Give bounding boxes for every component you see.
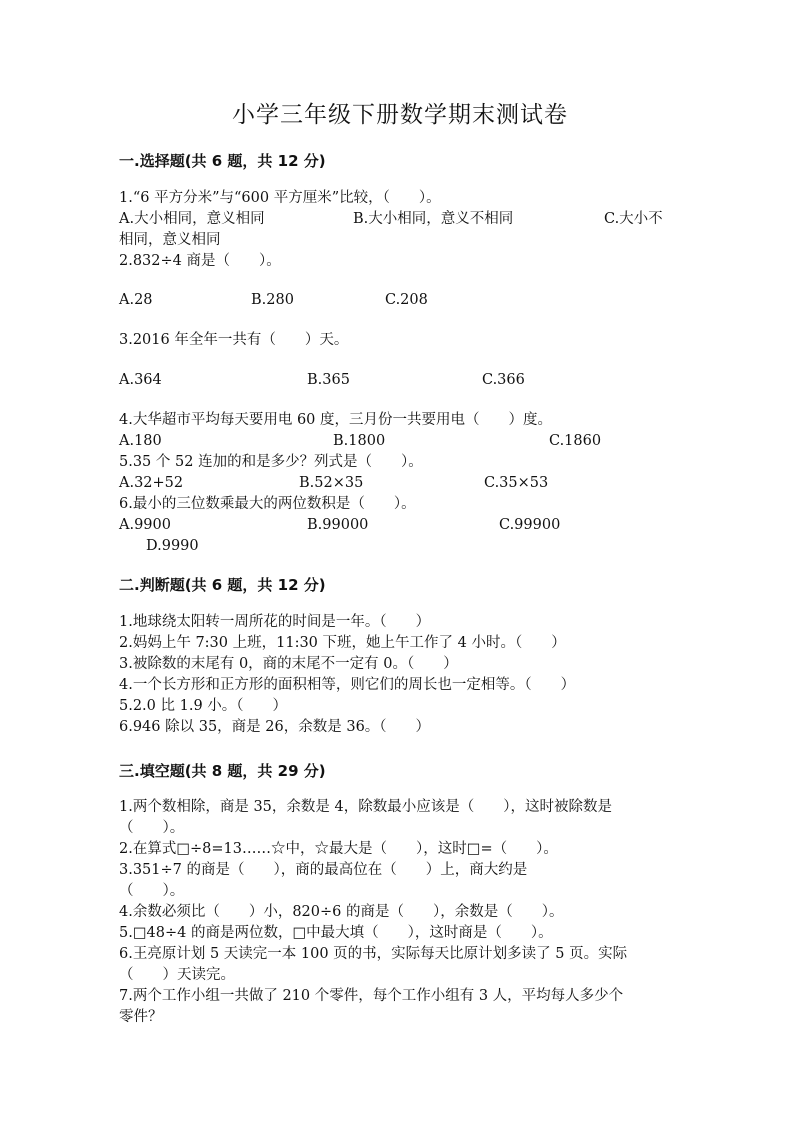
q5-option-b: B.52×35: [299, 475, 364, 491]
judgement-item: 5.2.0 比 1.9 小。（ ）: [119, 698, 288, 714]
judgement-item: 1.地球绕太阳转一周所花的时间是一年。（ ）: [119, 614, 431, 630]
judgement-item: 3.被除数的末尾有 0，商的末尾不一定有 0。（ ）: [119, 656, 458, 672]
fill-in-line: （ ）天读完。: [119, 967, 235, 983]
q5-option-c: C.35×53: [484, 475, 549, 491]
question-6-stem: 6.最小的三位数乘最大的两位数积是（ ）。: [119, 496, 416, 512]
judgement-item: 2.妈妈上午 7:30 上班，11:30 下班，她上午工作了 4 小时。（ ）: [119, 635, 566, 651]
section-heading-judgement: 二.判断题(共 6 题，共 12 分): [119, 576, 326, 594]
q4-option-a: A.180: [119, 433, 162, 449]
page-title: 小学三年级下册数学期末测试卷: [232, 102, 568, 128]
fill-in-line: 4.余数必须比（ ）小，820÷6 的商是（ ），余数是（ ）。: [119, 904, 564, 920]
fill-in-line: 1.两个数相除，商是 35，余数是 4，除数最小应该是（ ），这时被除数是: [119, 799, 612, 815]
judgement-item: 6.946 除以 35，商是 26，余数是 36。（ ）: [119, 719, 431, 735]
q1-option-c: C.大小不: [604, 211, 663, 227]
question-2-stem: 2.832÷4 商是（ ）。: [119, 253, 281, 269]
q3-option-c: C.366: [482, 372, 525, 388]
q6-option-c: C.99900: [499, 517, 561, 533]
fill-in-line: 5.□48÷4 的商是两位数，□中最大填（ ），这时商是（ ）。: [119, 925, 553, 941]
fill-in-line: （ ）。: [119, 883, 185, 899]
q1-option-a: A.大小相同，意义相同: [119, 211, 265, 227]
q2-option-b: B.280: [251, 292, 294, 308]
q6-option-b: B.99000: [307, 517, 369, 533]
fill-in-line: 6.王亮原计划 5 天读完一本 100 页的书，实际每天比原计划多读了 5 页。实际: [119, 946, 628, 962]
q2-option-c: C.208: [385, 292, 428, 308]
q3-option-a: A.364: [119, 372, 162, 388]
q5-option-a: A.32+52: [119, 475, 184, 491]
question-4-stem: 4.大华超市平均每天要用电 60 度，三月份一共要用电（ ）度。: [119, 412, 553, 428]
fill-in-line: 7.两个工作小组一共做了 210 个零件，每个工作小组有 3 人，平均每人多少个: [119, 988, 624, 1004]
q4-option-b: B.1800: [333, 433, 386, 449]
judgement-item: 4.一个长方形和正方形的面积相等，则它们的周长也一定相等。（ ）: [119, 677, 576, 693]
question-1-stem: 1.“6 平方分米”与“600 平方厘米”比较，（ ）。: [119, 190, 441, 206]
q3-option-b: B.365: [307, 372, 350, 388]
question-3-stem: 3.2016 年全年一共有（ ）天。: [119, 332, 349, 348]
fill-in-line: （ ）。: [119, 820, 185, 836]
fill-in-line: 2.在算式□÷8=13……☆中，☆最大是（ ），这时□=（ ）。: [119, 841, 558, 857]
q4-option-c: C.1860: [549, 433, 602, 449]
question-5-stem: 5.35 个 52 连加的和是多少？列式是（ ）。: [119, 454, 423, 470]
q2-option-a: A.28: [119, 292, 153, 308]
fill-in-line: 零件？: [119, 1009, 163, 1025]
section-heading-choice: 一.选择题(共 6 题，共 12 分): [119, 152, 326, 170]
q1-option-c-continued: 相同，意义相同: [119, 232, 221, 248]
fill-in-line: 3.351÷7 的商是（ ），商的最高位在（ ）上，商大约是: [119, 862, 528, 878]
q1-option-b: B.大小相同，意义不相同: [353, 211, 514, 227]
q6-option-a: A.9900: [119, 517, 171, 533]
section-heading-fill-in: 三.填空题(共 8 题，共 29 分): [119, 762, 326, 780]
q6-option-d: D.9990: [146, 538, 199, 554]
